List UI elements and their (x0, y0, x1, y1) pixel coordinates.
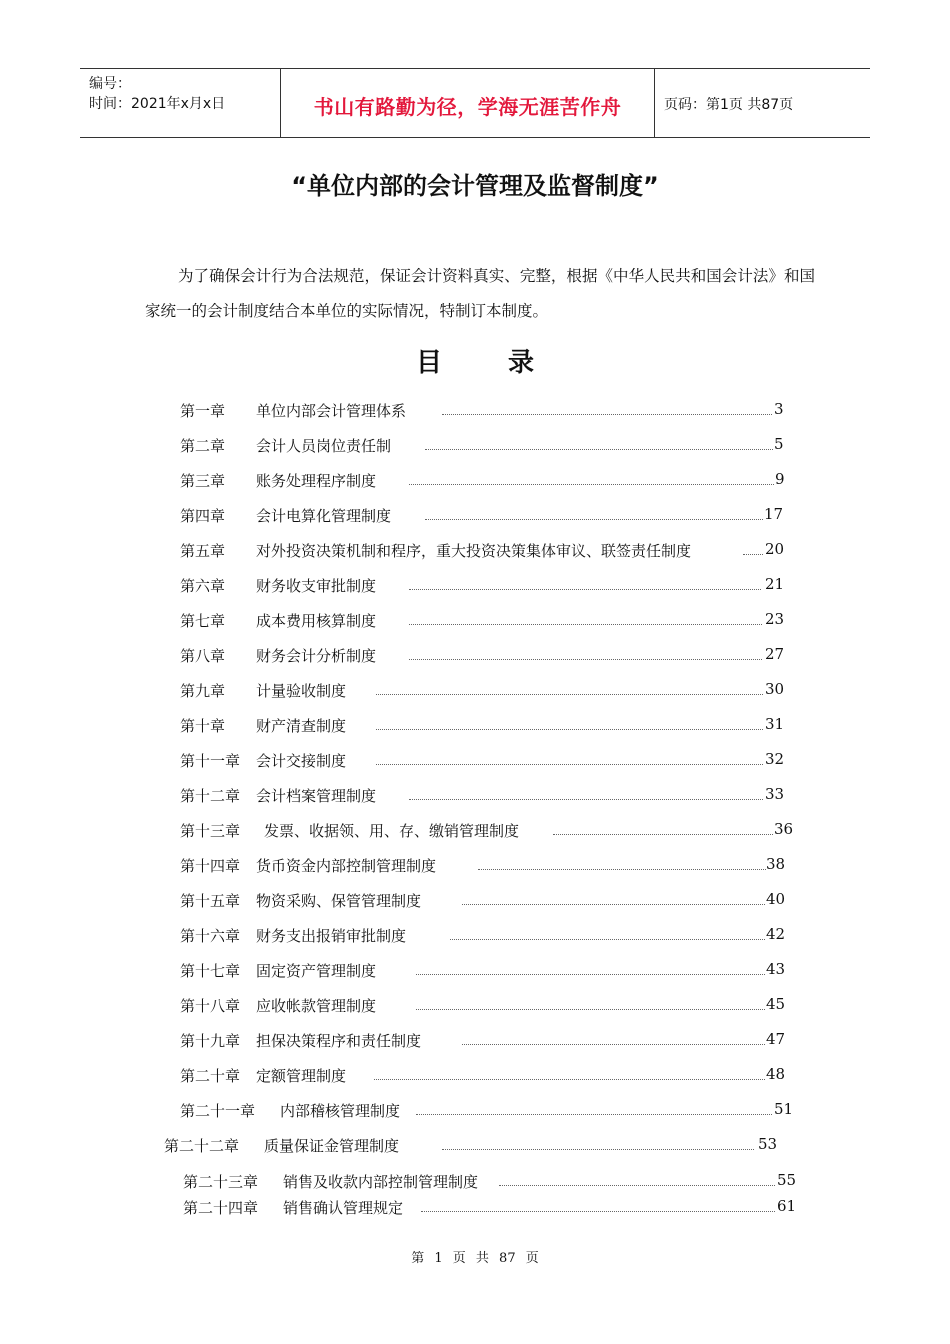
toc-chapter-number: 第五章 (180, 542, 226, 560)
toc-entry[interactable] (180, 610, 795, 632)
toc-dot-leader (416, 1009, 765, 1010)
toc-chapter-title: 单位内部会计管理体系 (256, 402, 407, 420)
toc-entry[interactable] (180, 995, 796, 1017)
header-page-cell (654, 69, 870, 137)
toc-entry[interactable] (180, 505, 794, 527)
toc-chapter-number: 第二章 (180, 437, 226, 455)
toc-page-number: 9 (775, 470, 785, 488)
toc-chapter-title: 销售及收款内部控制管理制度 (283, 1173, 479, 1191)
toc-chapter-title: 对外投资决策机制和程序，重大投资决策集体审议、联签责任制度 (256, 542, 692, 560)
document-number-label: 编号： (89, 76, 131, 92)
toc-dot-leader (416, 974, 765, 975)
toc-chapter-title: 发票、收据领、用、存、缴销管理制度 (264, 822, 520, 840)
toc-chapter-number: 第四章 (180, 507, 226, 525)
toc-entry[interactable] (180, 575, 795, 597)
toc-dot-leader (409, 799, 763, 800)
toc-dot-leader (425, 449, 773, 450)
toc-dot-leader (499, 1185, 775, 1186)
toc-chapter-number: 第二十二章 (164, 1137, 240, 1155)
toc-chapter-number: 第二十三章 (183, 1173, 259, 1191)
toc-dot-leader (409, 589, 761, 590)
toc-chapter-title: 担保决策程序和责任制度 (256, 1032, 422, 1050)
toc-dot-leader (376, 729, 763, 730)
toc-chapter-number: 第十四章 (180, 857, 241, 875)
toc-dot-leader (416, 1114, 772, 1115)
toc-dot-leader (374, 1079, 765, 1080)
toc-entry[interactable] (180, 715, 795, 737)
toc-chapter-title: 应收帐款管理制度 (256, 997, 377, 1015)
toc-chapter-number: 第七章 (180, 612, 226, 630)
toc-page-number: 32 (765, 750, 785, 768)
toc-dot-leader (462, 1044, 765, 1045)
toc-page-number: 40 (766, 890, 786, 908)
toc-entry[interactable] (180, 750, 795, 772)
toc-chapter-number: 第二十一章 (180, 1102, 256, 1120)
toc-chapter-title: 定额管理制度 (256, 1067, 347, 1085)
toc-chapter-number: 第十二章 (180, 787, 241, 805)
toc-entry[interactable] (180, 1065, 796, 1087)
toc-entry[interactable] (164, 1135, 788, 1157)
header-table (80, 68, 870, 138)
toc-chapter-title: 财产清查制度 (256, 717, 347, 735)
toc-chapter-title: 会计交接制度 (256, 752, 347, 770)
toc-chapter-number: 第十五章 (180, 892, 241, 910)
toc-entry[interactable] (180, 435, 804, 457)
toc-chapter-title: 财务会计分析制度 (256, 647, 377, 665)
toc-chapter-number: 第十七章 (180, 962, 241, 980)
toc-page-number: 51 (774, 1100, 794, 1118)
toc-dot-leader (376, 694, 763, 695)
toc-page-number: 3 (774, 400, 784, 418)
document-date: 时间：2021年x月x日 (89, 96, 226, 112)
toc-page-number: 27 (765, 645, 785, 663)
toc-dot-leader (409, 659, 762, 660)
toc-page-number: 17 (764, 505, 784, 523)
toc-page-number: 45 (766, 995, 786, 1013)
toc-page-number: 30 (765, 680, 785, 698)
toc-entry[interactable] (180, 470, 805, 492)
toc-page-number: 31 (765, 715, 785, 733)
toc-chapter-title: 财务收支审批制度 (256, 577, 377, 595)
toc-page-number: 36 (774, 820, 794, 838)
header-left-cell (80, 69, 280, 137)
header-motto: 书山有路勤为径，学海无涯苦作舟 (313, 95, 622, 119)
intro-paragraph: 为了确保会计行为合法规范，保证会计资料真实、完整，根据《中华人民共和国会计法》和国家统一的会计制度结合本单位的实际情况，特制订本制度。 (145, 267, 815, 320)
toc-entry[interactable] (180, 400, 804, 422)
toc-entry[interactable] (180, 1030, 796, 1052)
toc-dot-leader (462, 904, 765, 905)
toc-chapter-title: 会计人员岗位责任制 (256, 437, 392, 455)
toc-chapter-number: 第十八章 (180, 997, 241, 1015)
toc-entry[interactable] (180, 890, 796, 912)
toc-chapter-title: 质量保证金管理制度 (264, 1137, 400, 1155)
toc-page-number: 5 (774, 435, 784, 453)
toc-chapter-number: 第二十四章 (183, 1199, 259, 1217)
toc-page-number: 33 (765, 785, 785, 803)
page-footer: 第 1 页 共 87 页 (411, 1251, 539, 1266)
toc-page-number: 20 (765, 540, 785, 558)
toc-entry[interactable] (180, 960, 796, 982)
toc-dot-leader (553, 834, 773, 835)
toc-chapter-number: 第六章 (180, 577, 226, 595)
toc-entry[interactable] (180, 820, 804, 842)
toc-page-number: 43 (766, 960, 786, 978)
toc-page-number: 23 (765, 610, 785, 628)
toc-page-number: 21 (765, 575, 785, 593)
toc-chapter-number: 第十六章 (180, 927, 241, 945)
toc-chapter-title: 内部稽核管理制度 (280, 1102, 401, 1120)
toc-chapter-title: 财务支出报销审批制度 (256, 927, 407, 945)
toc-entry[interactable] (180, 540, 795, 562)
toc-chapter-number: 第十一章 (180, 752, 241, 770)
toc-dot-leader (409, 624, 762, 625)
toc-dot-leader (442, 414, 772, 415)
toc-chapter-title: 固定资产管理制度 (256, 962, 377, 980)
toc-dot-leader (376, 764, 763, 765)
toc-chapter-title: 会计电算化管理制度 (256, 507, 392, 525)
document-title: “单位内部的会计管理及监督制度” (291, 172, 659, 200)
toc-entry[interactable] (183, 1197, 807, 1219)
toc-chapter-number: 第二十章 (180, 1067, 241, 1085)
toc-chapter-title: 货币资金内部控制管理制度 (256, 857, 437, 875)
toc-chapter-number: 第八章 (180, 647, 226, 665)
header-page-info: 页码：第1页 共87页 (664, 97, 794, 113)
toc-page-number: 42 (766, 925, 786, 943)
toc-entry[interactable] (180, 785, 795, 807)
toc-page-number: 47 (766, 1030, 786, 1048)
toc-chapter-number: 第一章 (180, 402, 226, 420)
toc-chapter-title: 销售确认管理规定 (283, 1199, 404, 1217)
toc-page-number: 53 (758, 1135, 778, 1153)
toc-dot-leader (425, 519, 763, 520)
toc-page-number: 48 (766, 1065, 786, 1083)
header-motto-cell (280, 69, 655, 137)
toc-chapter-title: 物资采购、保管管理制度 (256, 892, 422, 910)
toc-dot-leader (743, 554, 763, 555)
toc-chapter-number: 第九章 (180, 682, 226, 700)
toc-dot-leader (450, 939, 765, 940)
toc-dot-leader (442, 1149, 754, 1150)
toc-entry[interactable] (180, 680, 795, 702)
toc-page-number: 61 (777, 1197, 797, 1215)
toc-title: 目录 (415, 348, 600, 378)
toc-dot-leader (409, 484, 774, 485)
toc-chapter-number: 第十章 (180, 717, 226, 735)
toc-chapter-number: 第三章 (180, 472, 226, 490)
toc-chapter-title: 成本费用核算制度 (256, 612, 377, 630)
toc-entry[interactable] (180, 1100, 804, 1122)
toc-entry[interactable] (180, 855, 796, 877)
toc-dot-leader (421, 1211, 775, 1212)
toc-chapter-title: 会计档案管理制度 (256, 787, 377, 805)
toc-chapter-number: 第十三章 (180, 822, 241, 840)
toc-chapter-title: 计量验收制度 (256, 682, 347, 700)
toc-dot-leader (478, 869, 766, 870)
toc-page-number: 38 (766, 855, 786, 873)
toc-entry[interactable] (183, 1171, 807, 1193)
toc-entry[interactable] (180, 925, 796, 947)
toc-chapter-title: 账务处理程序制度 (256, 472, 377, 490)
toc-entry[interactable] (180, 645, 795, 667)
toc-page-number: 55 (777, 1171, 797, 1189)
toc-chapter-number: 第十九章 (180, 1032, 241, 1050)
